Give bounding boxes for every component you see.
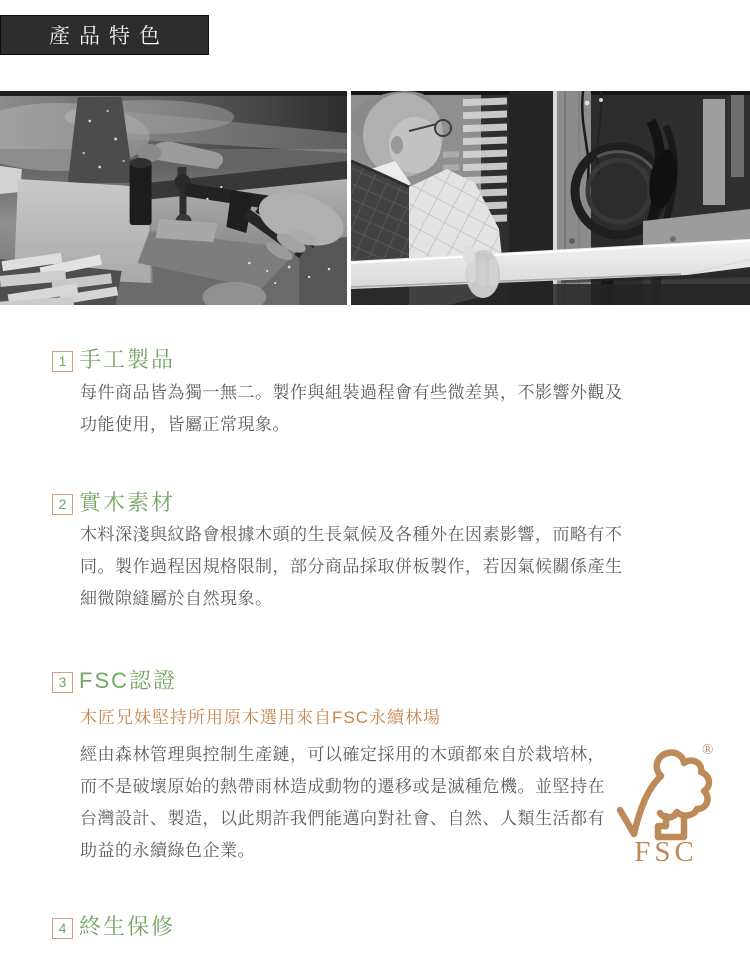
section-2-title: 實木素材 <box>79 490 176 515</box>
fsc-logo-text: FSC <box>634 836 698 864</box>
section-2-number-badge: 2 <box>52 494 73 515</box>
section-1-number-badge: 1 <box>52 351 73 372</box>
section-1-body: 每件商品皆為獨一無二。製作與組裝過程會有些微差異，不影響外觀及功能使用，皆屬正常現象。 <box>80 383 623 434</box>
section-4-number-badge: 4 <box>52 918 73 939</box>
page-title <box>0 15 209 55</box>
section-3-subtitle: 木匠兄妹堅持所用原木選用來自FSC永續林場 <box>80 708 441 727</box>
section-4-title: 終生保修 <box>79 914 176 939</box>
left-workshop-photo <box>0 91 347 305</box>
section-2-body: 木料深淺與紋路會根據木頭的生長氣候及各種外在因素影響，而略有不同。製作過程因規格限制，部分商品採取併板製作，若因氣候關係產生細微隙縫屬於自然現象。 <box>80 525 623 608</box>
banner <box>0 91 750 305</box>
fsc-registered-mark: ® <box>702 742 714 758</box>
section-1-title: 手工製品 <box>79 347 176 372</box>
page-title-text: 產品特色 <box>49 25 169 48</box>
section-3-title: FSC認證 <box>79 668 178 693</box>
section-3-body: 經由森林管理與控制生產鏈，可以確定採用的木頭都來自於栽培林，而不是破壞原始的熱帶雨林造成動物的遷移或是滅種危機。並堅持在台灣設計、製造，以此期許我們能邁向對社會、自然、人類生活都有助益的永續綠色企業。 <box>80 745 605 860</box>
fsc-logo <box>614 738 718 864</box>
right-craftsman-photo <box>351 91 750 305</box>
section-3-number-badge: 3 <box>52 672 73 693</box>
fsc-tree-check-icon <box>620 753 709 837</box>
